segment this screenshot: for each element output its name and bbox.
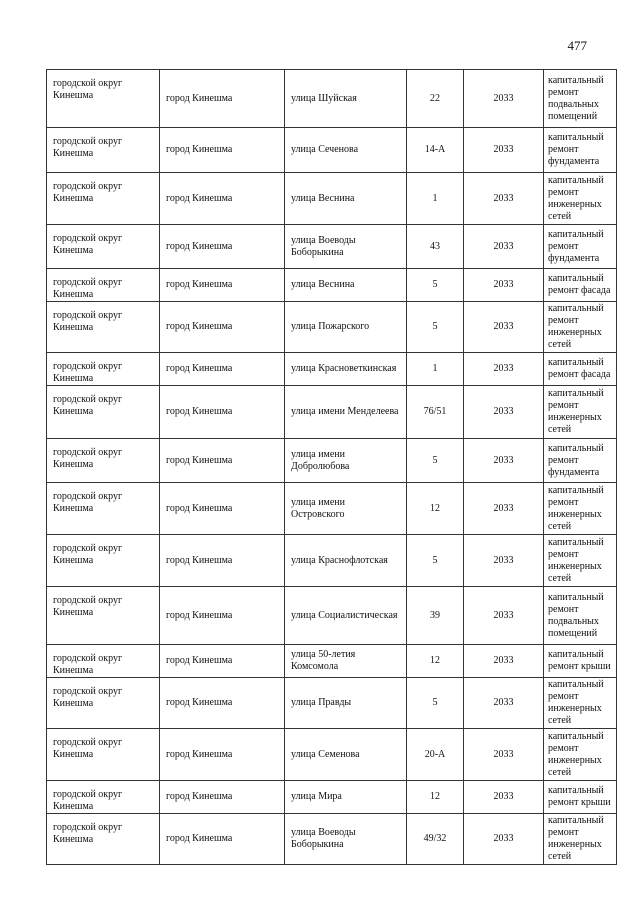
cell-work-type: капитальный ремонт инженерных сетей (544, 814, 617, 865)
cell-year: 2033 (464, 353, 544, 386)
table-row (47, 225, 617, 269)
table-row (47, 678, 617, 729)
cell-year: 2033 (464, 269, 544, 302)
cell-house-number: 22 (407, 70, 464, 128)
cell-street: улица Пожарского (285, 302, 407, 353)
table-row (47, 302, 617, 353)
table-row (47, 353, 617, 386)
cell-street: улица имени Островского (285, 483, 407, 535)
cell-municipality: городской округ Кинешма (47, 353, 160, 386)
cell-municipality: городской округ Кинешма (47, 225, 160, 269)
cell-settlement: город Кинешма (160, 173, 285, 225)
cell-work-type: капитальный ремонт инженерных сетей (544, 483, 617, 535)
cell-street: улица имени Менделеева (285, 386, 407, 439)
cell-year: 2033 (464, 729, 544, 781)
cell-municipality: городской округ Кинешма (47, 814, 160, 865)
cell-house-number: 43 (407, 225, 464, 269)
cell-house-number: 49/32 (407, 814, 464, 865)
cell-settlement: город Кинешма (160, 128, 285, 173)
table-row (47, 587, 617, 645)
cell-settlement: город Кинешма (160, 70, 285, 128)
cell-house-number: 39 (407, 587, 464, 645)
cell-work-type: капитальный ремонт фасада (544, 353, 617, 386)
cell-municipality: городской округ Кинешма (47, 269, 160, 302)
cell-street: улица имени Добролюбова (285, 439, 407, 483)
cell-work-type: капитальный ремонт инженерных сетей (544, 535, 617, 587)
cell-work-type: капитальный ремонт фундамента (544, 439, 617, 483)
table-row (47, 814, 617, 865)
cell-year: 2033 (464, 173, 544, 225)
table-row (47, 439, 617, 483)
cell-year: 2033 (464, 645, 544, 678)
cell-settlement: город Кинешма (160, 353, 285, 386)
cell-house-number: 76/51 (407, 386, 464, 439)
cell-year: 2033 (464, 781, 544, 814)
table-row (47, 535, 617, 587)
cell-settlement: город Кинешма (160, 269, 285, 302)
cell-municipality: городской округ Кинешма (47, 781, 160, 814)
cell-house-number: 12 (407, 483, 464, 535)
cell-municipality: городской округ Кинешма (47, 587, 160, 645)
cell-work-type: капитальный ремонт крыши (544, 645, 617, 678)
cell-municipality: городской округ Кинешма (47, 173, 160, 225)
cell-year: 2033 (464, 302, 544, 353)
cell-street: улица Воеводы Боборыкина (285, 814, 407, 865)
cell-municipality: городской округ Кинешма (47, 678, 160, 729)
cell-work-type: капитальный ремонт фундамента (544, 225, 617, 269)
cell-settlement: город Кинешма (160, 439, 285, 483)
cell-year: 2033 (464, 678, 544, 729)
cell-year: 2033 (464, 128, 544, 173)
cell-settlement: город Кинешма (160, 587, 285, 645)
cell-street: улица 50-летия Комсомола (285, 645, 407, 678)
cell-municipality: городской округ Кинешма (47, 70, 160, 128)
cell-work-type: капитальный ремонт инженерных сетей (544, 386, 617, 439)
cell-municipality: городской округ Кинешма (47, 439, 160, 483)
cell-house-number: 12 (407, 645, 464, 678)
cell-street: улица Правды (285, 678, 407, 729)
cell-municipality: городской округ Кинешма (47, 483, 160, 535)
cell-street: улица Семенова (285, 729, 407, 781)
cell-year: 2033 (464, 483, 544, 535)
cell-street: улица Веснина (285, 269, 407, 302)
cell-work-type: капитальный ремонт фасада (544, 269, 617, 302)
cell-year: 2033 (464, 70, 544, 128)
cell-house-number: 1 (407, 173, 464, 225)
cell-street: улица Красноветкинская (285, 353, 407, 386)
cell-house-number: 12 (407, 781, 464, 814)
cell-work-type: капитальный ремонт инженерных сетей (544, 729, 617, 781)
table-row (47, 645, 617, 678)
cell-house-number: 1 (407, 353, 464, 386)
housing-repair-table (46, 69, 617, 865)
cell-settlement: город Кинешма (160, 225, 285, 269)
cell-street: улица Шуйская (285, 70, 407, 128)
cell-year: 2033 (464, 225, 544, 269)
cell-house-number: 5 (407, 439, 464, 483)
cell-street: улица Мира (285, 781, 407, 814)
cell-settlement: город Кинешма (160, 302, 285, 353)
table-row (47, 483, 617, 535)
cell-work-type: капитальный ремонт подвальных помещений (544, 70, 617, 128)
cell-street: улица Веснина (285, 173, 407, 225)
cell-house-number: 5 (407, 678, 464, 729)
cell-municipality: городской округ Кинешма (47, 386, 160, 439)
cell-municipality: городской округ Кинешма (47, 128, 160, 173)
cell-settlement: город Кинешма (160, 814, 285, 865)
cell-work-type: капитальный ремонт инженерных сетей (544, 302, 617, 353)
cell-work-type: капитальный ремонт подвальных помещений (544, 587, 617, 645)
cell-settlement: город Кинешма (160, 483, 285, 535)
cell-work-type: капитальный ремонт инженерных сетей (544, 678, 617, 729)
cell-municipality: городской округ Кинешма (47, 729, 160, 781)
page-number: 477 (567, 38, 587, 53)
cell-house-number: 5 (407, 535, 464, 587)
cell-settlement: город Кинешма (160, 678, 285, 729)
cell-settlement: город Кинешма (160, 781, 285, 814)
cell-year: 2033 (464, 814, 544, 865)
cell-municipality: городской округ Кинешма (47, 645, 160, 678)
table-row (47, 386, 617, 439)
cell-municipality: городской округ Кинешма (47, 302, 160, 353)
cell-street: улица Социалистическая (285, 587, 407, 645)
cell-street: улица Сеченова (285, 128, 407, 173)
cell-house-number: 14-А (407, 128, 464, 173)
cell-house-number: 5 (407, 302, 464, 353)
cell-settlement: город Кинешма (160, 645, 285, 678)
cell-municipality: городской округ Кинешма (47, 535, 160, 587)
cell-year: 2033 (464, 587, 544, 645)
cell-work-type: капитальный ремонт крыши (544, 781, 617, 814)
table-row (47, 269, 617, 302)
cell-settlement: город Кинешма (160, 535, 285, 587)
table-row (47, 781, 617, 814)
cell-settlement: город Кинешма (160, 729, 285, 781)
cell-work-type: капитальный ремонт инженерных сетей (544, 173, 617, 225)
table-row (47, 128, 617, 173)
table-row (47, 729, 617, 781)
cell-street: улица Краснофлотская (285, 535, 407, 587)
cell-house-number: 5 (407, 269, 464, 302)
cell-year: 2033 (464, 386, 544, 439)
cell-work-type: капитальный ремонт фундамента (544, 128, 617, 173)
table-row (47, 70, 617, 128)
cell-year: 2033 (464, 439, 544, 483)
table-row (47, 173, 617, 225)
cell-year: 2033 (464, 535, 544, 587)
cell-house-number: 20-А (407, 729, 464, 781)
cell-settlement: город Кинешма (160, 386, 285, 439)
cell-street: улица Воеводы Боборыкина (285, 225, 407, 269)
